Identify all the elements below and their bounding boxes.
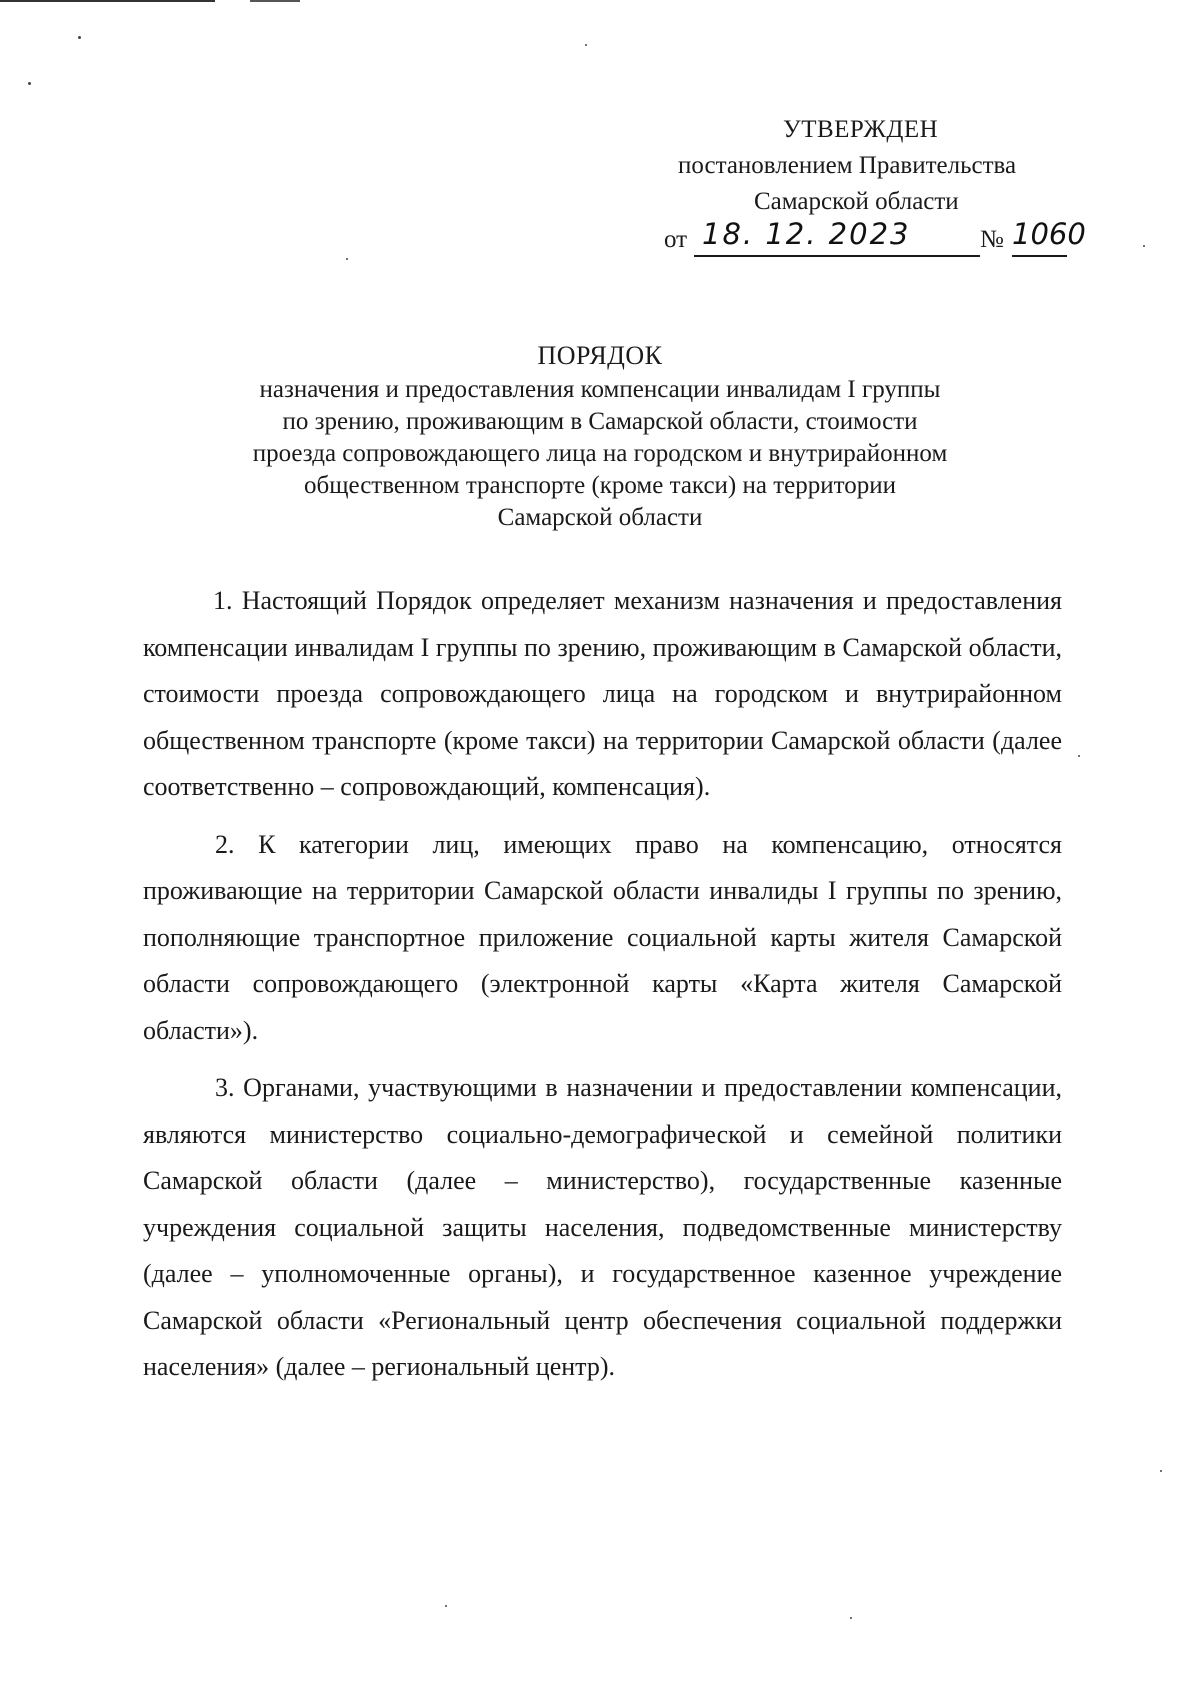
paragraph-3: 3. Органами, участвующими в назначении и предоставлении компенсации, являются министерство социально-демографической и семейной политики Самарской области (далее – министерство), государственные казенные учреждения социальной защиты населения, подведомственные министерству (далее – уполномоченные органы), и государственное казенное учреждение Самарской области «Региональный центр обеспечения социальной поддержки населения» (далее – региональный центр). (143, 1073, 1062, 1381)
date-underline (694, 255, 980, 257)
scan-artifact-line (0, 0, 215, 2)
heading-line: проезда сопровождающего лица на городском и внутрирайонном (252, 440, 948, 467)
heading-line: назначения и предоставления компенсации инвалидам I группы (259, 376, 941, 403)
scan-speck (1078, 755, 1080, 757)
scan-speck (346, 258, 348, 260)
scan-speck (1160, 1470, 1162, 1472)
approval-stamp-block (640, 112, 1100, 262)
number-sign: № (980, 226, 1004, 253)
date-prefix: от (664, 226, 688, 253)
heading-line: общественном транспорте (кроме такси) на территории (304, 472, 896, 499)
scan-speck (585, 44, 587, 46)
paragraph-2: 2. К категории лиц, имеющих право на компенсацию, относятся проживающие на территории Самарской области инвалиды I группы по зрению, пополняющие транспортное приложение социальной карты жителя Самарской области сопровождающего (электронной карты «Карта жителя Самарской области»). (143, 829, 1062, 1045)
document-heading (140, 340, 1060, 534)
number-underline (1012, 255, 1067, 257)
scan-speck (28, 82, 31, 85)
scan-speck (445, 1605, 447, 1607)
scan-speck (78, 36, 81, 39)
heading-line: Самарской области (497, 504, 703, 531)
scan-artifact-line (250, 0, 300, 2)
scan-speck (850, 1617, 852, 1619)
scan-speck (1143, 245, 1145, 247)
approval-title: УТВЕРЖДЕН (783, 116, 939, 143)
handwritten-number: 1060 (1012, 217, 1086, 251)
document-title: ПОРЯДОК (537, 341, 663, 370)
approval-date-line (640, 217, 1100, 262)
document-body (143, 578, 1062, 1402)
heading-line: по зрению, проживающим в Самарской области, стоимости (282, 408, 918, 435)
approval-region-line: Самарской области (754, 188, 959, 215)
approval-issuer-line: постановлением Правительства (678, 152, 1017, 179)
paragraph-1: 1. Настоящий Порядок определяет механизм назначения и предоставления компенсации инвалидам I группы по зрению, проживающим в Самарской области, стоимости проезда сопровождающего лица на городском и внутрирайонном общественном транспорте (кроме такси) на территории Самарской области (далее соответственно – сопровождающий, компенсация). (143, 586, 1062, 801)
handwritten-date: 18. 12. 2023 (702, 217, 911, 251)
